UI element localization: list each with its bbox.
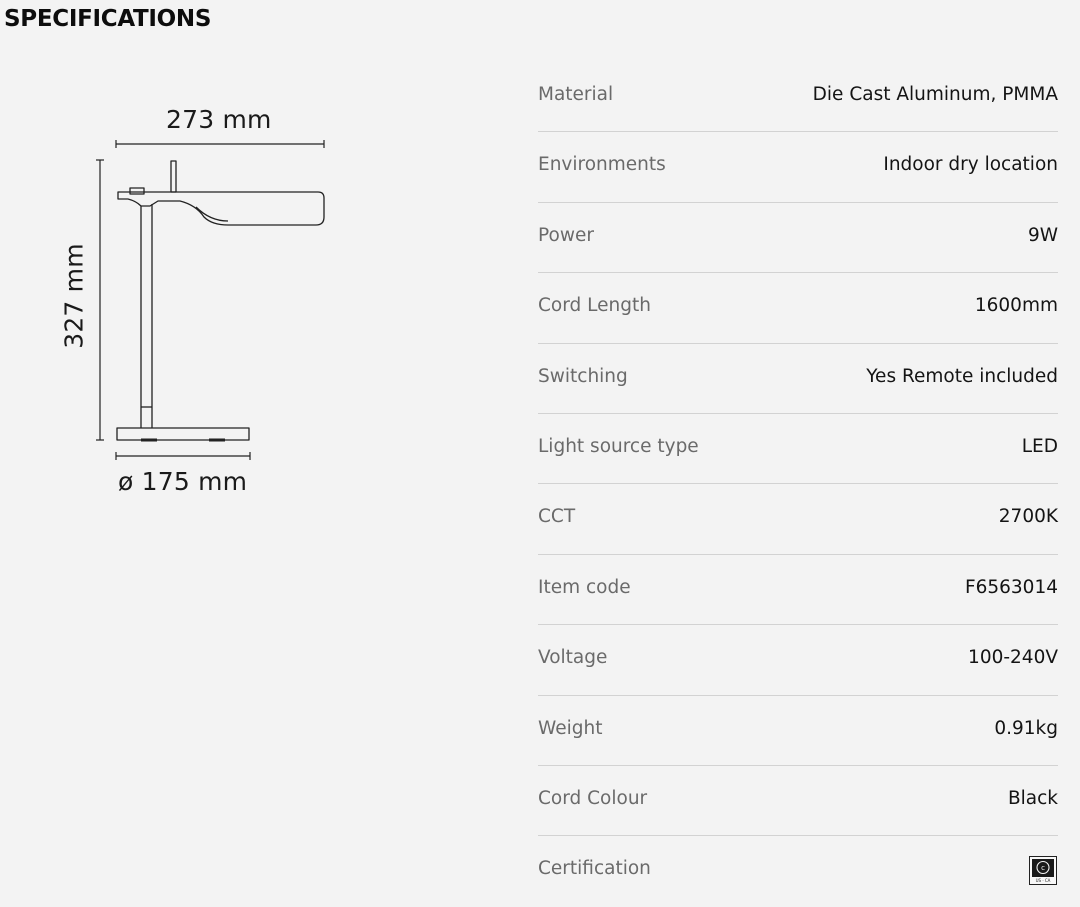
spec-row-item-code [538, 555, 1058, 625]
spec-label: CCT [538, 506, 576, 528]
specifications-table [538, 62, 1058, 906]
spec-row-weight [538, 696, 1058, 766]
spec-row-material [538, 62, 1058, 132]
lamp-dimension-diagram [0, 95, 360, 515]
spec-value: 0.91kg [994, 717, 1058, 739]
spec-label: Power [538, 224, 594, 246]
spec-value: Indoor dry location [883, 154, 1058, 176]
spec-value: 1600mm [974, 295, 1058, 317]
height-dimension-label: 327 mm [59, 243, 89, 349]
spec-value: 100-240V [968, 647, 1058, 669]
spec-label: Weight [538, 717, 603, 739]
spec-row-certification [538, 836, 1058, 905]
certification-caption: US · CA [1035, 878, 1051, 884]
spec-value: Die Cast Aluminum, PMMA [812, 84, 1058, 105]
spec-row-cord-length [538, 273, 1058, 343]
spec-row-power [538, 203, 1058, 273]
lamp-outline [117, 161, 324, 440]
base-dimension-line [116, 452, 250, 460]
spec-label: Material [538, 84, 614, 105]
spec-value: LED [1021, 435, 1058, 457]
spec-value: 9W [1027, 224, 1058, 246]
spec-value: F6563014 [964, 576, 1058, 598]
spec-value: 2700K [998, 506, 1058, 528]
spec-label: Switching [538, 365, 628, 387]
spec-row-switching [538, 344, 1058, 414]
spec-row-environments [538, 132, 1058, 202]
spec-label: Item code [538, 576, 631, 598]
page-title: SPECIFICATIONS [4, 6, 212, 32]
certification-mark-icon [1029, 856, 1057, 885]
lamp-drawing [0, 95, 360, 515]
spec-row-light-source-type [538, 414, 1058, 484]
certification-badge-graphic [1029, 856, 1057, 885]
spec-row-cord-colour [538, 766, 1058, 836]
spec-label: Environments [538, 154, 666, 176]
spec-row-cct [538, 484, 1058, 554]
spec-label: Light source type [538, 435, 699, 457]
spec-value: Black [1007, 787, 1058, 809]
width-dimension-line [116, 140, 324, 148]
width-dimension-label: 273 mm [166, 105, 272, 134]
spec-label: Voltage [538, 647, 608, 669]
certification-mark-text: c [1041, 864, 1045, 873]
spec-label: Cord Colour [538, 787, 648, 809]
base-diameter-label: ø 175 mm [118, 467, 248, 496]
spec-label: Certification [538, 858, 651, 880]
height-dimension-line [96, 160, 104, 440]
spec-label: Cord Length [538, 295, 651, 317]
spec-value: Yes Remote included [866, 365, 1058, 387]
spec-row-voltage [538, 625, 1058, 695]
